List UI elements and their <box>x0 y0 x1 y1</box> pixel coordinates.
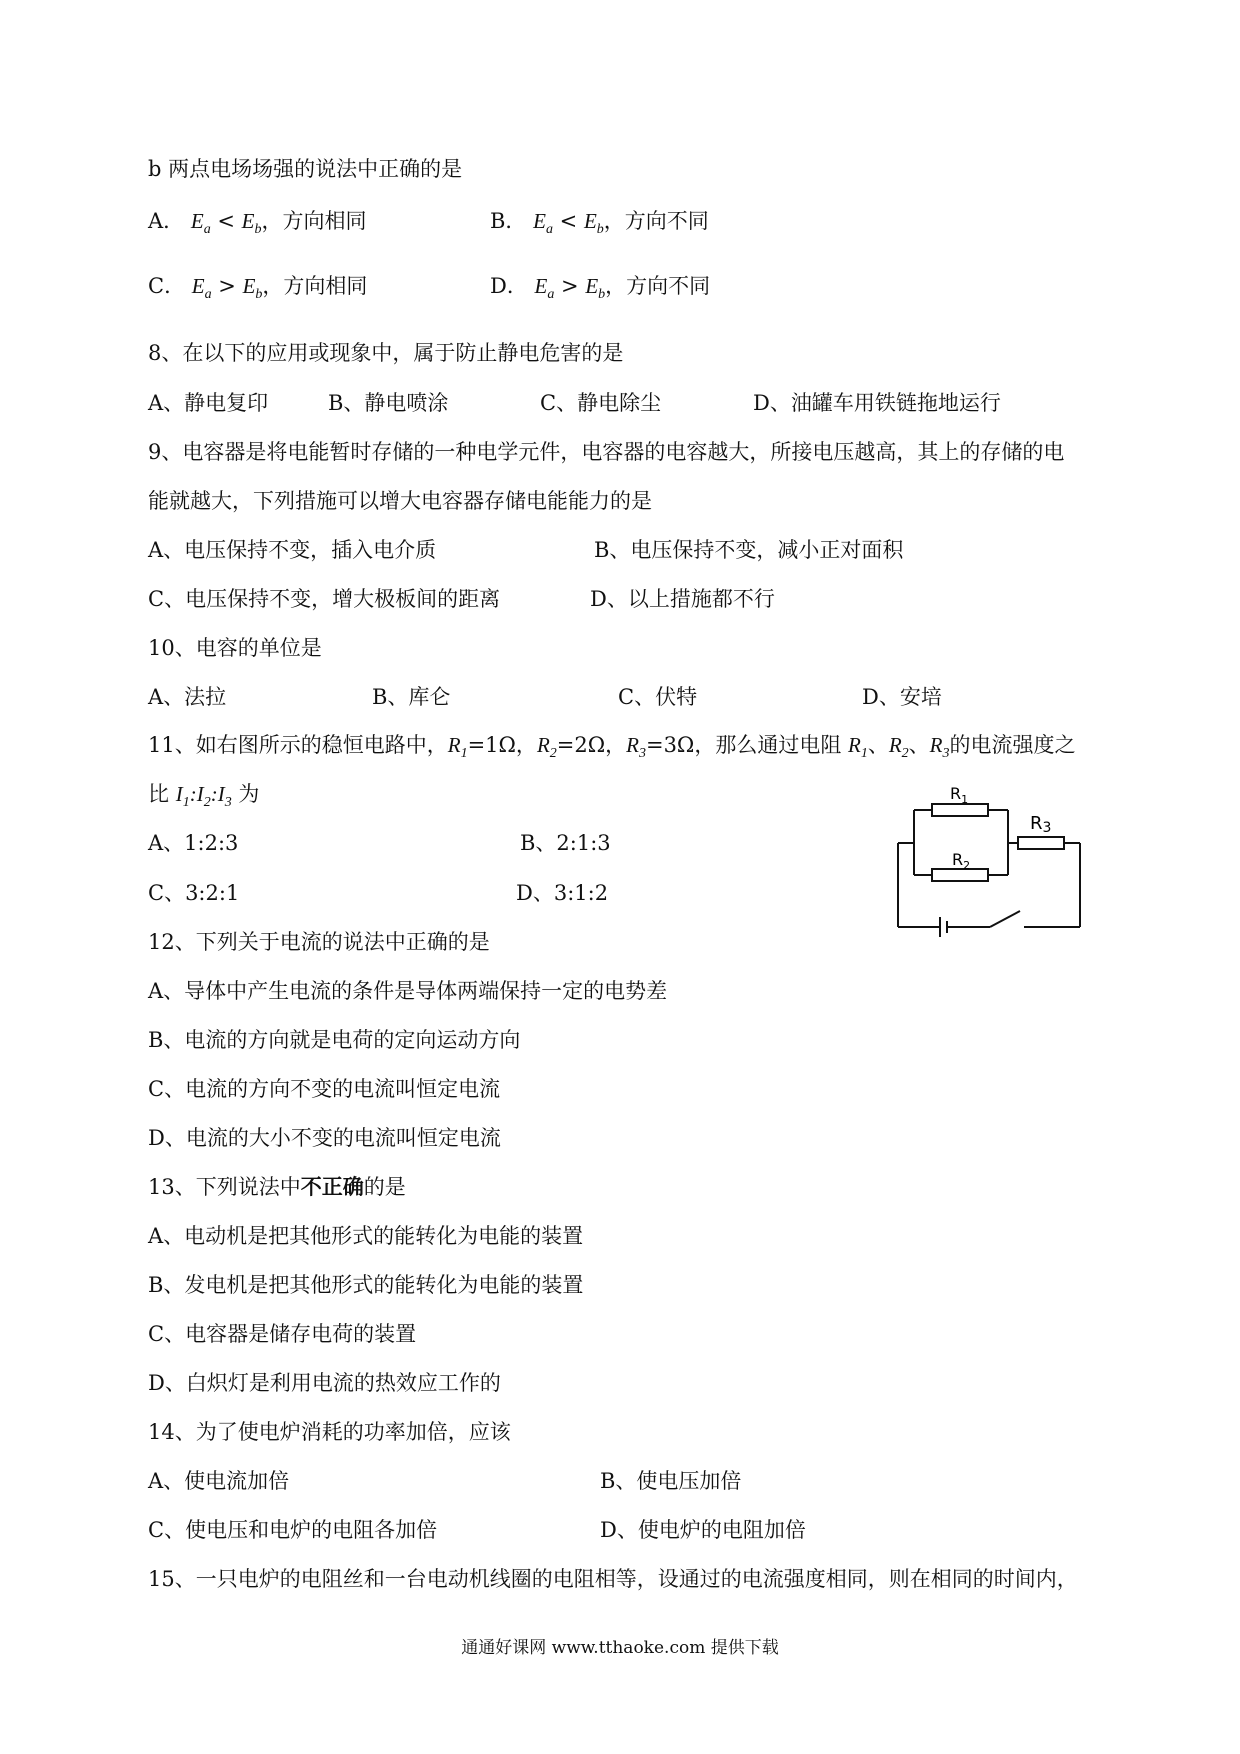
math-r1 <box>848 733 868 762</box>
q9-option-c: C、电压保持不变，增大极板间的距离 <box>148 587 501 611</box>
q10-option-d: D、安培 <box>862 685 942 709</box>
math-expression <box>241 209 262 238</box>
stem-text: 的是 <box>363 1175 406 1199</box>
math-r: R <box>536 733 550 757</box>
resistor-r3 <box>1018 837 1064 849</box>
math-r: R <box>888 733 902 757</box>
math-operator: < <box>559 209 578 233</box>
option-text: ，方向相同 <box>262 274 368 298</box>
stem-emphasis: 不正确 <box>300 1175 364 1199</box>
q7-option-b <box>490 207 709 244</box>
option-label: A． <box>148 209 185 233</box>
circuit-diagram <box>890 775 1090 945</box>
stem-text: 13、下列说法中 <box>148 1175 301 1199</box>
stem-text: =3Ω，那么通过电阻 <box>645 733 849 757</box>
resistor-r2 <box>932 869 988 881</box>
q9-option-a: A、电压保持不变，插入电介质 <box>148 538 437 562</box>
math-e: E <box>533 209 546 233</box>
math-sub: 2 <box>549 746 557 762</box>
math-r3 <box>626 733 646 762</box>
stem-text: =1Ω， <box>467 733 537 757</box>
math-sub: 3 <box>942 746 950 762</box>
math-e: E <box>585 274 599 298</box>
label-r3: R3 <box>1030 813 1052 836</box>
option-label: C． <box>148 274 186 298</box>
stem-text: 、 <box>867 733 889 757</box>
q13-option-a: A、电动机是把其他形式的能转化为电能的装置 <box>148 1224 584 1248</box>
stem-text: 比 <box>148 782 176 806</box>
math-sub: a <box>545 222 553 238</box>
question-15-stem: 15、一只电炉的电阻丝和一台电动机线圈的电阻相等，设通过的电流强度相同，则在相同的时间内， <box>148 1567 1078 1591</box>
option-text: ，方向相同 <box>261 209 367 233</box>
math-sub: b <box>254 222 262 238</box>
math-sub: a <box>203 222 211 238</box>
question-7-stem: b 两点电场场强的说法中正确的是 <box>148 157 463 181</box>
math-expression <box>191 274 212 303</box>
math-colon: : <box>210 782 218 806</box>
q14-option-b: B、使电压加倍 <box>600 1469 742 1493</box>
math-sub: 2 <box>203 795 211 811</box>
q10-option-a: A、法拉 <box>148 685 227 709</box>
math-sub: 3 <box>638 746 646 762</box>
q7-option-c <box>148 272 367 309</box>
q14-option-c: C、使电压和电炉的电阻各加倍 <box>148 1518 438 1542</box>
q10-option-c: C、伏特 <box>618 685 698 709</box>
option-label: D． <box>490 274 528 298</box>
math-r: R <box>929 733 943 757</box>
math-r2 <box>888 733 909 762</box>
q14-option-d: D、使电炉的电阻加倍 <box>600 1518 806 1542</box>
stem-text: =2Ω， <box>556 733 627 757</box>
stem-text: 为 <box>231 782 260 806</box>
question-8-stem: 8、在以下的应用或现象中，属于防止静电危害的是 <box>148 341 624 365</box>
math-sub: a <box>547 287 555 303</box>
math-e: E <box>191 274 205 298</box>
math-expression <box>242 274 263 303</box>
math-sub: b <box>596 222 604 238</box>
math-operator: > <box>561 274 579 298</box>
option-label: B． <box>490 209 527 233</box>
q12-option-b: B、电流的方向就是电荷的定向运动方向 <box>148 1028 521 1052</box>
resistor-r1 <box>932 804 988 816</box>
question-11-stem-line2 <box>148 780 259 817</box>
math-i: I <box>217 782 225 806</box>
math-r1 <box>447 733 468 762</box>
q13-option-b: B、发电机是把其他形式的能转化为电能的装置 <box>148 1273 584 1297</box>
math-expression <box>533 209 553 238</box>
math-operator: < <box>217 209 235 233</box>
question-9-stem-line2: 能就越大，下列措施可以增大电容器存储电能能力的是 <box>148 489 652 513</box>
question-13-stem <box>148 1173 406 1201</box>
math-i: I <box>175 782 183 806</box>
math-operator: > <box>218 274 236 298</box>
label-r2: $R_2$ <box>952 850 971 872</box>
question-11-stem-line1 <box>148 731 1076 768</box>
math-e: E <box>534 274 548 298</box>
option-text: ，方向不同 <box>603 209 709 233</box>
math-r2 <box>536 733 557 762</box>
q14-option-a: A、使电流加倍 <box>148 1469 290 1493</box>
math-expression <box>583 209 604 238</box>
label-r1: $R_1$ <box>950 784 969 806</box>
math-sub: b <box>598 287 606 303</box>
q12-option-d: D、电流的大小不变的电流叫恒定电流 <box>148 1126 501 1150</box>
q9-option-d: D、以上措施都不行 <box>590 587 775 611</box>
math-r: R <box>626 733 639 757</box>
q13-option-d: D、白炽灯是利用电流的热效应工作的 <box>148 1371 501 1395</box>
question-10-stem: 10、电容的单位是 <box>148 636 322 660</box>
math-r: R <box>447 733 461 757</box>
math-colon: : <box>189 782 197 806</box>
q12-option-a: A、导体中产生电流的条件是导体两端保持一定的电势差 <box>148 979 668 1003</box>
math-sub: 2 <box>901 746 909 762</box>
q8-option-c: C、静电除尘 <box>540 391 662 415</box>
math-sub: 1 <box>860 746 868 762</box>
q10-option-b: B、库仑 <box>372 685 451 709</box>
q9-option-b: B、电压保持不变，减小正对面积 <box>594 538 904 562</box>
stem-text: 的电流强度之 <box>949 733 1076 757</box>
stem-text: 、 <box>908 733 930 757</box>
option-text: ，方向不同 <box>605 274 711 298</box>
question-14-stem: 14、为了使电炉消耗的功率加倍，应该 <box>148 1420 511 1444</box>
q11-option-d: D、3:1:2 <box>516 881 609 905</box>
q8-option-b: B、静电喷涂 <box>328 391 449 415</box>
math-e: E <box>242 274 256 298</box>
q7-option-d <box>490 272 710 309</box>
math-e: E <box>583 209 597 233</box>
q11-option-a: A、1:2:3 <box>148 831 239 855</box>
math-r3 <box>929 733 950 762</box>
math-sub: a <box>204 287 212 303</box>
math-expression <box>534 274 555 303</box>
math-e: E <box>241 209 255 233</box>
math-expression <box>585 274 606 303</box>
q7-option-a <box>148 207 367 244</box>
q8-option-d: D、油罐车用铁链拖地运行 <box>753 391 1001 415</box>
math-sub: 1 <box>460 746 468 762</box>
page-footer: 通通好课网 www.tthaoke.com 提供下载 <box>461 1638 779 1658</box>
question-9-stem-line1: 9、电容器是将电能暂时存储的一种电学元件，电容器的电容越大，所接电压越高，其上的存储的电 <box>148 440 1065 464</box>
math-sub: 3 <box>224 795 232 811</box>
stem-text: 11、如右图所示的稳恒电路中， <box>148 733 448 757</box>
math-e: E <box>190 209 204 233</box>
switch <box>990 911 1020 927</box>
math-sub: b <box>255 287 263 303</box>
math-i: I <box>196 782 204 806</box>
math-sub: 1 <box>182 795 190 811</box>
question-12-stem: 12、下列关于电流的说法中正确的是 <box>148 930 490 954</box>
math-ratio <box>175 782 232 811</box>
q8-option-a: A、静电复印 <box>148 391 269 415</box>
q12-option-c: C、电流的方向不变的电流叫恒定电流 <box>148 1077 501 1101</box>
q11-option-c: C、3:2:1 <box>148 881 240 905</box>
math-r: R <box>848 733 861 757</box>
q13-option-c: C、电容器是储存电荷的装置 <box>148 1322 417 1346</box>
math-expression <box>190 209 211 238</box>
q11-option-b: B、2:1:3 <box>520 831 611 855</box>
